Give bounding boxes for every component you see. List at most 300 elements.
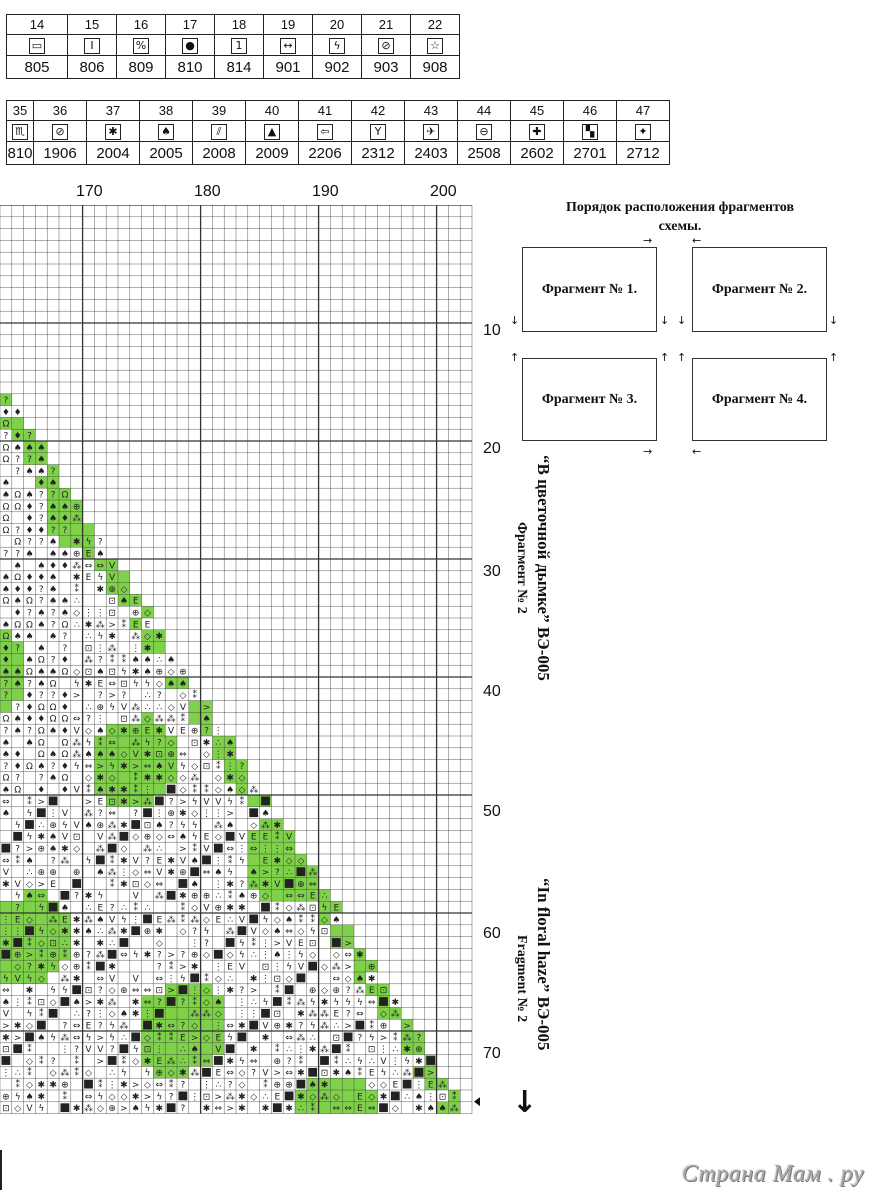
stitch-symbol: ♠ xyxy=(25,1092,34,1103)
stitch-symbol: ⁑ xyxy=(251,938,256,949)
stitch-symbol: ϟ xyxy=(109,761,116,772)
stitch-symbol: ϟ xyxy=(262,997,269,1008)
highlight-cell xyxy=(83,524,95,536)
stitch-symbol: E xyxy=(427,1080,434,1091)
stitch-symbol xyxy=(214,844,223,853)
stitch-symbol: ? xyxy=(50,1056,56,1067)
stitch-symbol xyxy=(202,1068,211,1077)
highlight-cell xyxy=(330,1078,342,1090)
stitch-symbol: ⁑ xyxy=(121,1056,127,1067)
stitch-symbol: Ω xyxy=(61,714,69,725)
stitch-symbol: ♠ xyxy=(119,596,128,607)
stitch-symbol: ◇ xyxy=(108,773,116,784)
stitch-symbol: ♠ xyxy=(214,868,223,879)
arrow-right-icon: → xyxy=(643,234,653,247)
stitch-symbol: ♠ xyxy=(37,455,46,466)
legend-number: 16 xyxy=(117,15,166,35)
stitch-symbol: ◇ xyxy=(155,832,163,843)
stitch-symbol: ♠ xyxy=(237,891,246,902)
stitch-symbol: ⊡ xyxy=(155,750,164,761)
stitch-symbol: V xyxy=(179,702,186,713)
stitch-symbol: ⊕ xyxy=(72,962,81,973)
spade-symbol-icon: ♠ xyxy=(158,124,174,140)
stitch-symbol: ϟ xyxy=(109,702,116,713)
stitch-symbol: ◇ xyxy=(321,962,328,973)
stitch-symbol: ? xyxy=(62,643,68,654)
stitch-symbol: ⁑ xyxy=(310,1104,315,1115)
arrow-left-icon: ← xyxy=(692,234,702,247)
stitch-symbol xyxy=(344,1033,353,1042)
stitch-symbol: ⁂ xyxy=(107,997,117,1008)
stitch-symbol: > xyxy=(261,868,270,879)
stitch-symbol: ✱ xyxy=(238,1104,246,1115)
stitch-symbol: ♠ xyxy=(13,726,22,737)
stitch-symbol: ⋮ xyxy=(225,761,235,772)
stitch-symbol: ✱ xyxy=(37,832,46,843)
stitch-symbol: Ω xyxy=(37,738,45,749)
stitch-symbol: ◇ xyxy=(191,761,199,772)
stitch-symbol: V xyxy=(85,1045,92,1056)
stitch-symbol: ⁂ xyxy=(60,974,70,985)
stitch-symbol: Ω xyxy=(49,679,57,690)
stitch-symbol: ? xyxy=(3,761,9,772)
stitch-symbol: ϟ xyxy=(26,1009,33,1020)
stitch-symbol xyxy=(226,938,235,947)
stitch-symbol: ⇔ xyxy=(285,1033,293,1044)
highlight-cell xyxy=(165,1043,177,1055)
stitch-symbol: ◇ xyxy=(85,726,92,737)
stitch-symbol xyxy=(285,879,294,888)
stitch-symbol: ? xyxy=(204,726,209,737)
legend-color-code: 903 xyxy=(362,56,411,79)
stitch-symbol: ⁑ xyxy=(204,785,209,796)
stitch-symbol: ⇔ xyxy=(96,974,105,985)
stitch-symbol: ⋮ xyxy=(414,1080,424,1091)
legend-color-code: 2005 xyxy=(140,142,193,165)
stitch-symbol: ✱ xyxy=(155,1021,164,1032)
stitch-symbol: ∴ xyxy=(227,974,233,985)
stitch-symbol xyxy=(13,938,22,947)
stitch-symbol: ⁂ xyxy=(143,797,152,808)
stitch-symbol: ? xyxy=(62,632,68,643)
stitch-symbol: > xyxy=(344,938,352,949)
stitch-symbol: ♠ xyxy=(13,667,22,678)
legend-color-code: 810 xyxy=(166,56,215,79)
stitch-symbol: ♠ xyxy=(96,785,105,796)
stitch-symbol: ✱ xyxy=(261,1104,270,1115)
stitch-symbol: ? xyxy=(38,514,44,525)
stitch-symbol xyxy=(131,820,140,829)
legend-number: 17 xyxy=(166,15,215,35)
legend-color-code: 805 xyxy=(7,56,68,79)
stitch-symbol: Ω xyxy=(26,620,33,631)
legend-number: 39 xyxy=(193,101,246,121)
stitch-symbol: ✱ xyxy=(332,1068,341,1079)
stitch-symbol: ⁑ xyxy=(275,832,280,843)
stitch-symbol: ⁂ xyxy=(84,1104,93,1115)
stitch-symbol: ✱ xyxy=(320,997,329,1008)
stitch-symbol: ♦ xyxy=(13,608,22,619)
legend-symbol-cell xyxy=(617,121,670,142)
stitch-symbol: ⊡ xyxy=(84,667,93,678)
stitch-symbol: ϟ xyxy=(132,950,139,961)
stitch-symbol: ◇ xyxy=(179,785,187,796)
stitch-symbol: ◇ xyxy=(96,1104,104,1115)
stitch-symbol: ? xyxy=(38,502,44,513)
stitch-symbol: ◇ xyxy=(144,1033,151,1044)
stitch-symbol: ϟ xyxy=(97,1092,104,1103)
stitch-symbol: ⇔ xyxy=(131,986,140,997)
stitch-symbol: ϟ xyxy=(38,927,45,938)
stitch-symbol: ⁑ xyxy=(62,950,68,961)
stitch-symbol: ♠ xyxy=(49,844,58,855)
stitch-symbol: ⊕ xyxy=(143,832,152,843)
stitch-symbol: ϟ xyxy=(61,986,68,997)
stitch-symbol: ∴ xyxy=(62,938,68,949)
stitch-symbol: ∴ xyxy=(121,903,127,914)
stitch-symbol xyxy=(415,1068,424,1077)
stitch-symbol: ♠ xyxy=(37,667,46,678)
stitch-symbol: ? xyxy=(180,950,186,961)
stitch-symbol xyxy=(285,985,294,994)
stitch-symbol: ⁂ xyxy=(320,1092,329,1103)
stitch-symbol: ∴ xyxy=(144,691,151,702)
stitch-symbol: ϟ xyxy=(203,927,210,938)
stitch-symbol: ♠ xyxy=(96,726,105,737)
stitch-symbol: ✱ xyxy=(143,750,152,761)
checker-symbol-icon: ▚ xyxy=(582,124,598,140)
stitch-symbol: ⊕ xyxy=(214,903,223,914)
stitch-symbol: ϟ xyxy=(120,1068,127,1079)
stitch-symbol: ? xyxy=(38,584,44,595)
stitch-symbol: ⋮ xyxy=(166,974,176,985)
stitch-symbol: ? xyxy=(3,431,9,442)
stitch-symbol: ⁂ xyxy=(95,950,105,961)
stitch-symbol: ϟ xyxy=(50,986,57,997)
stitch-symbol: ϟ xyxy=(26,832,33,843)
stitch-symbol: E xyxy=(144,726,151,737)
stitch-symbol: ⋮ xyxy=(190,1092,200,1103)
stitch-symbol: V xyxy=(203,903,210,914)
highlight-cell xyxy=(189,701,201,713)
stitch-symbol xyxy=(273,997,282,1006)
stitch-symbol: ⁑ xyxy=(39,950,44,961)
stitch-symbol: ϟ xyxy=(404,1056,411,1067)
stitch-symbol: ⁂ xyxy=(249,785,259,796)
stitch-symbol xyxy=(13,832,22,841)
stitch-symbol: ◇ xyxy=(203,950,210,961)
stitch-symbol: ◇ xyxy=(26,879,33,890)
stitch-symbol: E xyxy=(392,1080,399,1091)
stitch-symbol: ♠ xyxy=(13,679,22,690)
stitch-symbol xyxy=(249,808,258,817)
stitch-symbol xyxy=(49,1009,58,1018)
stitch-symbol: ⊡ xyxy=(108,797,116,808)
highlight-cell xyxy=(118,771,130,783)
stitch-symbol: ♠ xyxy=(190,856,199,867)
stitch-symbol: ◇ xyxy=(238,785,246,796)
stitch-symbol: ✱ xyxy=(226,986,234,997)
stitch-symbol xyxy=(2,1056,11,1065)
stitch-symbol: ⊕ xyxy=(379,1021,388,1032)
stitch-symbol: ♠ xyxy=(143,667,152,678)
legend-number: 37 xyxy=(87,101,140,121)
stitch-symbol: ⁂ xyxy=(320,1045,329,1056)
stitch-symbol: ∴ xyxy=(38,820,45,831)
stitch-symbol: ✱ xyxy=(297,1068,305,1079)
stitch-symbol: ✱ xyxy=(356,950,364,961)
stitch-symbol: ♠ xyxy=(37,466,46,477)
stitch-symbol: ∴ xyxy=(333,1021,340,1032)
stitch-symbol: ⊕ xyxy=(249,891,258,902)
stitch-symbol: ♠ xyxy=(60,549,69,560)
column-label: 180 xyxy=(194,183,221,200)
stitch-symbol: ⁂ xyxy=(402,1033,412,1044)
stitch-symbol: > xyxy=(37,879,46,890)
stitch-symbol: ♠ xyxy=(96,915,105,926)
stitch-symbol xyxy=(297,974,306,983)
stitch-symbol: ⁑ xyxy=(98,738,103,749)
stitch-symbol: ♦ xyxy=(25,573,34,584)
stitch-symbol: Ω xyxy=(14,490,22,501)
stitch-symbol: ∴ xyxy=(14,1068,21,1079)
stitch-symbol: E xyxy=(132,596,139,607)
stitch-symbol: ◇ xyxy=(120,1092,128,1103)
stitch-symbol: ✱ xyxy=(2,879,10,890)
legend-number: 15 xyxy=(68,15,117,35)
stitch-symbol: ⊕ xyxy=(273,1056,282,1067)
stitch-symbol xyxy=(61,891,70,900)
stitch-symbol: ? xyxy=(121,691,127,702)
stitch-symbol xyxy=(61,997,70,1006)
stitch-symbol: ⊡ xyxy=(379,986,388,997)
//-symbol-icon: ⫽ xyxy=(211,124,227,140)
stitch-symbol: ⊕ xyxy=(72,502,81,513)
stitch-symbol: ♦ xyxy=(37,785,46,796)
stitch-symbol: ⋮ xyxy=(131,915,141,926)
stitch-symbol: ? xyxy=(50,761,56,772)
stitch-symbol: Ω xyxy=(2,632,10,643)
stitch-symbol: ⋮ xyxy=(1,915,11,926)
stitch-symbol xyxy=(308,1068,317,1077)
stitch-symbol: ◇ xyxy=(203,986,210,997)
stitch-symbol: Ω xyxy=(14,573,22,584)
stitch-symbol: ⇔ xyxy=(297,891,305,902)
stitch-symbol: > xyxy=(131,761,140,772)
stitch-symbol: ◇ xyxy=(85,1068,92,1079)
stitch-symbol: ∴ xyxy=(73,1009,80,1020)
stitch-symbol xyxy=(379,997,388,1006)
stitch-symbol: ∴ xyxy=(156,844,163,855)
stitch-symbol: ◇ xyxy=(309,950,317,961)
stitch-symbol: ⁑ xyxy=(168,962,174,973)
minus-symbol-icon: ⊖ xyxy=(476,124,492,140)
stitch-symbol xyxy=(403,1080,412,1089)
stitch-symbol: ◇ xyxy=(332,950,340,961)
stitch-symbol: ◇ xyxy=(26,915,33,926)
stitch-symbol: ◇ xyxy=(273,915,281,926)
I-symbol-icon: I xyxy=(84,38,100,54)
stitch-symbol: ⁑ xyxy=(180,714,186,725)
stitch-symbol: ϟ xyxy=(227,868,234,879)
stitch-symbol: ? xyxy=(74,891,80,902)
stitch-symbol: > xyxy=(344,1021,352,1032)
stitch-symbol: ? xyxy=(156,691,162,702)
stitch-symbol xyxy=(190,974,199,983)
stitch-symbol: ✱ xyxy=(367,974,376,985)
stitch-symbol: ∴ xyxy=(215,1080,222,1091)
stitch-symbol: ⊡ xyxy=(438,1092,447,1103)
stitch-symbol: ⇔ xyxy=(249,1056,258,1067)
stitch-symbol: ♠ xyxy=(37,761,46,772)
stitch-symbol: ⇔ xyxy=(155,974,164,985)
stitch-symbol: ∴ xyxy=(97,927,104,938)
stitch-symbol: ◇ xyxy=(179,691,187,702)
stitch-symbol: ⋮ xyxy=(1,927,11,938)
stitch-symbol: ✱ xyxy=(120,820,128,831)
stitch-symbol: ⁑ xyxy=(369,1021,374,1032)
stitch-symbol: E xyxy=(357,1092,363,1103)
stitch-symbol: ♦ xyxy=(37,714,46,725)
stitch-symbol: Ω xyxy=(2,443,10,454)
stitch-symbol: ⁑ xyxy=(310,915,315,926)
stitch-symbol: ⋮ xyxy=(261,938,270,949)
stitch-symbol: ⊡ xyxy=(108,596,116,607)
stitch-symbol xyxy=(297,1080,306,1089)
%-symbol-icon: % xyxy=(133,38,149,54)
stitch-symbol: ⁑ xyxy=(86,962,91,973)
stitch-symbol xyxy=(96,856,105,865)
stitch-symbol xyxy=(143,915,152,924)
stitch-symbol: ⁑ xyxy=(121,620,127,631)
stitch-symbol: ⁂ xyxy=(84,915,93,926)
stitch-symbol: ⁂ xyxy=(95,844,105,855)
stitch-symbol: ♠ xyxy=(25,632,34,643)
highlight-cell xyxy=(118,736,130,748)
stitch-symbol: ? xyxy=(38,596,44,607)
arrow-down-icon: ↓ xyxy=(512,1085,538,1120)
stitch-symbol: ⇔ xyxy=(143,997,152,1008)
stitch-symbol: ⊕ xyxy=(202,891,211,902)
legend-color-code: 902 xyxy=(313,56,362,79)
stitch-symbol: ⊕ xyxy=(96,702,105,713)
stitch-symbol: ◇ xyxy=(250,1092,258,1103)
stitch-symbol: ⇔ xyxy=(226,1021,234,1032)
stitch-symbol: ⊡ xyxy=(332,1033,341,1044)
stitch-symbol: ♠ xyxy=(1,809,10,820)
stitch-symbol: ϟ xyxy=(179,974,186,985)
stitch-symbol: ⇔ xyxy=(72,1033,81,1044)
stitch-symbol: ♠ xyxy=(84,820,93,831)
stitch-symbol xyxy=(120,1044,129,1053)
stitch-symbol: ∴ xyxy=(73,620,80,631)
stitch-symbol: ⋮ xyxy=(213,986,223,997)
stitch-symbol: ♠ xyxy=(108,750,117,761)
legend-color-code: 2004 xyxy=(87,142,140,165)
stitch-symbol: ∴ xyxy=(109,1068,115,1079)
highlight-cell xyxy=(177,1007,189,1019)
row-end-marker xyxy=(474,1096,480,1108)
stitch-symbol: ♦ xyxy=(25,525,34,536)
stitch-symbol: ⊕ xyxy=(285,1080,293,1091)
stitch-symbol: ♠ xyxy=(13,632,22,643)
stitch-symbol: > xyxy=(379,1033,388,1044)
stitch-symbol: ✱ xyxy=(131,1092,140,1103)
stitch-symbol: ⋮ xyxy=(95,714,105,725)
stitch-symbol: ⊕ xyxy=(96,820,105,831)
stitch-symbol: ϟ xyxy=(132,679,139,690)
stitch-symbol: ◇ xyxy=(155,679,163,690)
stitch-symbol: ? xyxy=(15,549,21,560)
stitch-symbol: ♠ xyxy=(49,750,58,761)
stitch-symbol: ϟ xyxy=(144,679,151,690)
stitch-symbol: ⇔ xyxy=(143,986,152,997)
stitch-symbol: ♠ xyxy=(37,1033,46,1044)
stitch-symbol: ♠ xyxy=(285,915,294,926)
legend-color-code: 2712 xyxy=(617,142,670,165)
stitch-symbol: > xyxy=(96,1056,105,1067)
highlight-cell xyxy=(165,1007,177,1019)
stitch-symbol: E xyxy=(156,1056,163,1067)
stitch-symbol: ⊕ xyxy=(61,1080,69,1091)
stitch-symbol: V xyxy=(238,915,245,926)
stitch-symbol: ⁂ xyxy=(95,620,105,631)
stitch-symbol xyxy=(49,903,58,912)
stitch-symbol: ♠ xyxy=(49,596,58,607)
stitch-symbol: ? xyxy=(15,643,21,654)
stitch-symbol: ⊕ xyxy=(273,1021,282,1032)
stitch-symbol: ⁂ xyxy=(107,927,117,938)
stitch-symbol: ⇔ xyxy=(367,1104,376,1115)
stitch-symbol: ◇ xyxy=(380,1080,387,1091)
stitch-symbol: ⇔ xyxy=(2,797,10,808)
stitch-symbol: ✱ xyxy=(2,938,10,949)
stitch-symbol: Ω xyxy=(61,738,69,749)
stitch-symbol: ⁂ xyxy=(48,915,58,926)
stitch-symbol: > xyxy=(249,986,258,997)
stitch-symbol: ♦ xyxy=(1,643,10,654)
stitch-symbol: ◇ xyxy=(214,974,222,985)
stitch-symbol: E xyxy=(85,573,92,584)
stitch-symbol: ? xyxy=(50,856,56,867)
stitch-symbol xyxy=(285,1092,294,1101)
stitch-symbol: ⁑ xyxy=(39,1056,44,1067)
stitch-symbol: ✱ xyxy=(120,1080,128,1091)
stitch-symbol: ♠ xyxy=(344,1068,353,1079)
stitch-symbol: ✱ xyxy=(226,903,234,914)
stitch-symbol: ∴ xyxy=(404,1092,410,1103)
stitch-symbol: ∴ xyxy=(144,702,151,713)
stitch-symbol xyxy=(391,1092,400,1101)
cross-symbol-icon: ✚ xyxy=(529,124,545,140)
legend-symbol-cell xyxy=(117,35,166,56)
stitch-symbol: ✱ xyxy=(202,738,211,749)
stitch-symbol: ◇ xyxy=(26,1021,33,1032)
legend-color-code: 901 xyxy=(264,56,313,79)
stitch-symbol: ⇔ xyxy=(108,679,116,690)
stitch-symbol: ♠ xyxy=(49,549,58,560)
stitch-symbol: Ω xyxy=(37,750,45,761)
stitch-symbol: V xyxy=(286,938,293,949)
highlight-cell xyxy=(201,1043,213,1055)
stitch-symbol: ⋮ xyxy=(284,950,294,961)
legend-color-code: 2701 xyxy=(564,142,617,165)
stitch-symbol xyxy=(226,832,235,841)
stitch-symbol: ✱ xyxy=(249,974,258,985)
stitch-symbol: ♠ xyxy=(143,655,152,666)
stitch-symbol: ◇ xyxy=(380,1009,387,1020)
stitch-symbol: ? xyxy=(357,1033,363,1044)
